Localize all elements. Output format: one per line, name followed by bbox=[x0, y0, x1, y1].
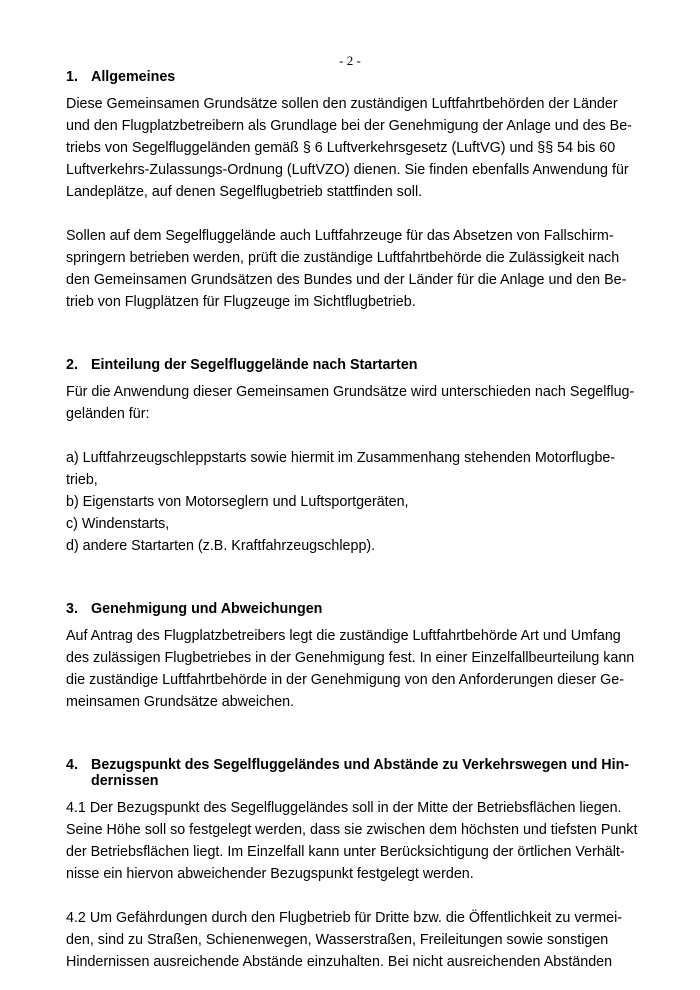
text-line: Seine Höhe soll so festgelegt werden, dass sie zwischen dem höchsten und tiefsten Punkt bbox=[66, 822, 638, 838]
text-line: Diese Gemeinsamen Grundsätze sollen den zuständigen Luftfahrtbehörden der Länder bbox=[66, 96, 618, 112]
paragraph bbox=[66, 907, 636, 973]
text-line: Für die Anwendung dieser Gemeinsamen Grundsätze wird unterschieden nach Segelflug- bbox=[66, 384, 635, 400]
section-number: 3. bbox=[66, 601, 78, 617]
text-line: den Gemeinsamen Grundsätzen des Bundes und der Länder für die Anlage und den Be- bbox=[66, 272, 627, 288]
page-number: - 2 - bbox=[339, 53, 361, 68]
text-line: Landeplätze, auf denen Segelflugbetrieb stattfinden soll. bbox=[66, 184, 423, 200]
text-line: 4.1 Der Bezugspunkt des Segelfluggeländes soll in der Mitte der Betriebsflächen liegen. bbox=[66, 800, 622, 816]
section-number: 4. bbox=[66, 757, 78, 773]
section-heading bbox=[66, 357, 636, 373]
text-line: der Betriebsflächen liegt. Im Einzelfall kann unter Berücksichtigung der örtlichen Verhält- bbox=[66, 844, 625, 860]
document-body bbox=[66, 69, 636, 973]
section-title: Einteilung der Segelfluggelände nach Startarten bbox=[91, 357, 418, 373]
section-number: 2. bbox=[66, 357, 78, 373]
text-line: geländen für: bbox=[66, 406, 150, 422]
text-line: Luftverkehrs-Zulassungs-Ordnung (LuftVZO) dienen. Sie finden ebenfalls Anwendung für bbox=[66, 162, 629, 178]
paragraph bbox=[66, 797, 636, 885]
paragraph bbox=[66, 625, 636, 713]
text-line: triebs von Segelfluggeländen gemäß § 6 Luftverkehrsgesetz (LuftVG) und §§ 54 bis 60 bbox=[66, 140, 616, 156]
text-line: meinsamen Grundsätze abweichen. bbox=[66, 694, 295, 710]
paragraph bbox=[66, 381, 636, 425]
text-line: nisse ein hiervon abweichender Bezugspunkt festgelegt werden. bbox=[66, 866, 474, 882]
text-line: des zulässigen Flugbetriebes in der Genehmigung fest. In einer Einzelfallbeurteilung kann bbox=[66, 650, 635, 666]
text-line: 4.2 Um Gefährdungen durch den Flugbetrieb für Dritte bzw. die Öffentlichkeit zu vermei- bbox=[66, 910, 623, 926]
section-heading bbox=[66, 601, 636, 617]
paragraph bbox=[66, 225, 636, 313]
text-line: Auf Antrag des Flugplatzbetreibers legt die zuständige Luftfahrtbehörde Art und Umfang bbox=[66, 628, 621, 644]
text-line: trieb von Flugplätzen für Flugzeuge im Sichtflugbetrieb. bbox=[66, 294, 416, 310]
text-line: und den Flugplatzbetreibern als Grundlage bei der Genehmigung der Anlage und des Be- bbox=[66, 118, 632, 134]
section-title-continuation: dernissen bbox=[91, 773, 159, 789]
list-item: trieb, bbox=[66, 472, 98, 488]
section-heading bbox=[66, 757, 636, 773]
section-number: 1. bbox=[66, 69, 78, 85]
text-line: die zuständige Luftfahrtbehörde in der Genehmigung von den Anforderungen dieser Ge- bbox=[66, 672, 624, 688]
section-title: Genehmigung und Abweichungen bbox=[91, 601, 323, 617]
text-line: Sollen auf dem Segelfluggelände auch Luftfahrzeuge für das Absetzen von Fallschirm- bbox=[66, 228, 614, 244]
list-item: d) andere Startarten (z.B. Kraftfahrzeugschlepp). bbox=[66, 538, 376, 554]
list-item: b) Eigenstarts von Motorseglern und Luftsportgeräten, bbox=[66, 494, 409, 510]
text-line: den, sind zu Straßen, Schienenwegen, Wasserstraßen, Freileitungen sowie sonstigen bbox=[66, 932, 609, 948]
section-heading bbox=[66, 69, 636, 85]
text-line: springern betrieben werden, prüft die zuständige Luftfahrtbehörde die Zulässigkeit nach bbox=[66, 250, 620, 266]
text-line: Hindernissen ausreichende Abstände einzuhalten. Bei nicht ausreichenden Abständen bbox=[66, 954, 613, 970]
list-item: c) Windenstarts, bbox=[66, 516, 170, 532]
section-title: Allgemeines bbox=[91, 69, 176, 85]
list-item: a) Luftfahrzeugschleppstarts sowie hiermit im Zusammenhang stehenden Motorflugbe- bbox=[66, 450, 616, 466]
start-type-list bbox=[66, 447, 636, 557]
paragraph bbox=[66, 93, 636, 203]
section-title: Bezugspunkt des Segelfluggeländes und Abstände zu Verkehrswegen und Hin- bbox=[91, 757, 630, 773]
